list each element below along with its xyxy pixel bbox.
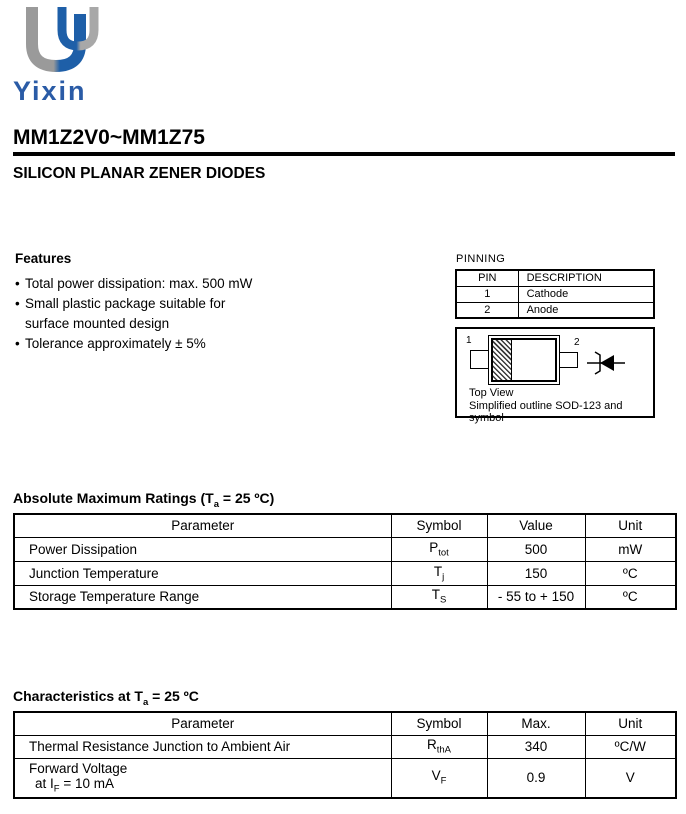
features-heading: Features bbox=[15, 251, 72, 266]
max-cell: 340 bbox=[487, 735, 585, 758]
col-unit: Unit bbox=[585, 712, 676, 735]
col-parameter: Parameter bbox=[14, 514, 391, 537]
pinning-col-description: DESCRIPTION bbox=[518, 270, 654, 286]
unit-cell: ºC bbox=[585, 585, 676, 609]
feature-text: Tolerance approximately ± 5% bbox=[25, 336, 206, 351]
table-row bbox=[456, 286, 654, 302]
col-unit: Unit bbox=[585, 514, 676, 537]
unit-cell: mW bbox=[585, 537, 676, 561]
symbol-subscript: tot bbox=[438, 547, 449, 559]
value-cell: - 55 to + 150 bbox=[487, 585, 585, 609]
parameter-line2 bbox=[29, 776, 391, 795]
logo-u-icon bbox=[22, 6, 102, 76]
outline-caption-sod123: Simplified outline SOD-123 and symbol bbox=[469, 400, 623, 424]
symbol-subscript: thA bbox=[436, 744, 451, 756]
brand-name: Yixin bbox=[13, 76, 87, 106]
heading-subscript: a bbox=[213, 498, 219, 510]
parameter-cell bbox=[14, 758, 391, 798]
symbol-cell bbox=[391, 561, 487, 585]
outline-caption-top-view: Top View bbox=[469, 387, 514, 399]
symbol-main: R bbox=[426, 737, 437, 753]
pinning-table bbox=[455, 269, 655, 319]
symbol-cell bbox=[391, 735, 487, 758]
symbol-main: V bbox=[431, 768, 441, 784]
parameter-cell: Storage Temperature Range bbox=[14, 585, 391, 609]
table-row bbox=[14, 758, 676, 798]
heading-text: Absolute Maximum Ratings (T bbox=[13, 490, 214, 506]
heading-text: Characteristics at T bbox=[13, 688, 143, 704]
feature-item bbox=[15, 334, 415, 354]
feature-item bbox=[15, 274, 415, 294]
col-max: Max. bbox=[487, 712, 585, 735]
feature-text-block bbox=[25, 334, 206, 354]
unit-cell: V bbox=[585, 758, 676, 798]
table-row bbox=[456, 302, 654, 318]
value-cell: 500 bbox=[487, 537, 585, 561]
symbol-main: T bbox=[433, 563, 443, 579]
heading-text: = 25 ºC bbox=[148, 688, 199, 704]
page-title: MM1Z2V0~MM1Z75 bbox=[13, 126, 205, 149]
col-symbol: Symbol bbox=[391, 712, 487, 735]
col-symbol: Symbol bbox=[391, 514, 487, 537]
package-body-inner bbox=[491, 338, 557, 382]
symbol-cell bbox=[391, 537, 487, 561]
feature-text: surface mounted design bbox=[25, 316, 170, 331]
table-row bbox=[14, 735, 676, 758]
table-row bbox=[14, 537, 676, 561]
bullet-icon: • bbox=[15, 336, 20, 351]
package-body bbox=[488, 335, 560, 385]
pinning-heading: PINNING bbox=[456, 253, 506, 265]
parameter-cell: Power Dissipation bbox=[14, 537, 391, 561]
pin-number: 1 bbox=[456, 286, 518, 302]
table-row bbox=[14, 561, 676, 585]
abs-max-header-row bbox=[14, 514, 676, 537]
parameter-cell: Thermal Resistance Junction to Ambient Air bbox=[14, 735, 391, 758]
feature-text-block bbox=[25, 274, 252, 294]
page-subtitle: SILICON PLANAR ZENER DIODES bbox=[13, 165, 266, 182]
pin-description: Anode bbox=[518, 302, 654, 318]
feature-item bbox=[15, 294, 415, 334]
abs-max-table bbox=[13, 513, 677, 610]
characteristics-header-row bbox=[14, 712, 676, 735]
col-value: Value bbox=[487, 514, 585, 537]
parameter-line1: Forward Voltage bbox=[29, 760, 128, 776]
unit-cell: ºC bbox=[585, 561, 676, 585]
symbol-cell bbox=[391, 585, 487, 609]
unit-cell: ºC/W bbox=[585, 735, 676, 758]
symbol-main: T bbox=[431, 587, 440, 603]
col-parameter: Parameter bbox=[14, 712, 391, 735]
max-cell: 0.9 bbox=[487, 758, 585, 798]
package-outline-box bbox=[455, 327, 655, 424]
zener-diode-symbol-icon bbox=[587, 350, 625, 376]
pin-number: 2 bbox=[456, 302, 518, 318]
heading-subscript: a bbox=[142, 696, 149, 708]
condition-subscript: F bbox=[53, 783, 60, 795]
feature-text-block bbox=[25, 294, 225, 334]
feature-text: Total power dissipation: max. 500 mW bbox=[25, 276, 253, 291]
header-rule bbox=[13, 152, 675, 156]
symbol-subscript: F bbox=[440, 776, 447, 788]
abs-max-heading bbox=[13, 490, 274, 510]
pin2-label: 2 bbox=[574, 337, 580, 348]
feature-text: Small plastic package suitable for bbox=[25, 296, 226, 311]
table-row bbox=[14, 585, 676, 609]
value-cell: 150 bbox=[487, 561, 585, 585]
bullet-icon: • bbox=[15, 276, 20, 291]
package-pin2-lead bbox=[559, 352, 578, 368]
condition-text: = 10 mA bbox=[59, 775, 114, 791]
logo-big-u bbox=[32, 7, 80, 66]
bullet-icon: • bbox=[15, 296, 20, 311]
symbol-subscript: S bbox=[439, 595, 447, 607]
cathode-band-hatch bbox=[493, 340, 512, 380]
heading-text: = 25 ºC) bbox=[218, 490, 275, 506]
package-pin1-lead bbox=[470, 350, 489, 369]
pinning-col-pin: PIN bbox=[456, 270, 518, 286]
pin1-label: 1 bbox=[466, 335, 472, 346]
pinning-header-row bbox=[456, 270, 654, 286]
condition-text: at I bbox=[35, 775, 54, 791]
parameter-cell: Junction Temperature bbox=[14, 561, 391, 585]
characteristics-heading bbox=[13, 688, 199, 708]
features-section bbox=[15, 251, 415, 354]
symbol-main: P bbox=[429, 539, 439, 555]
symbol-subscript: j bbox=[442, 571, 445, 583]
characteristics-table bbox=[13, 711, 677, 799]
symbol-cell bbox=[391, 758, 487, 798]
pin-description: Cathode bbox=[518, 286, 654, 302]
